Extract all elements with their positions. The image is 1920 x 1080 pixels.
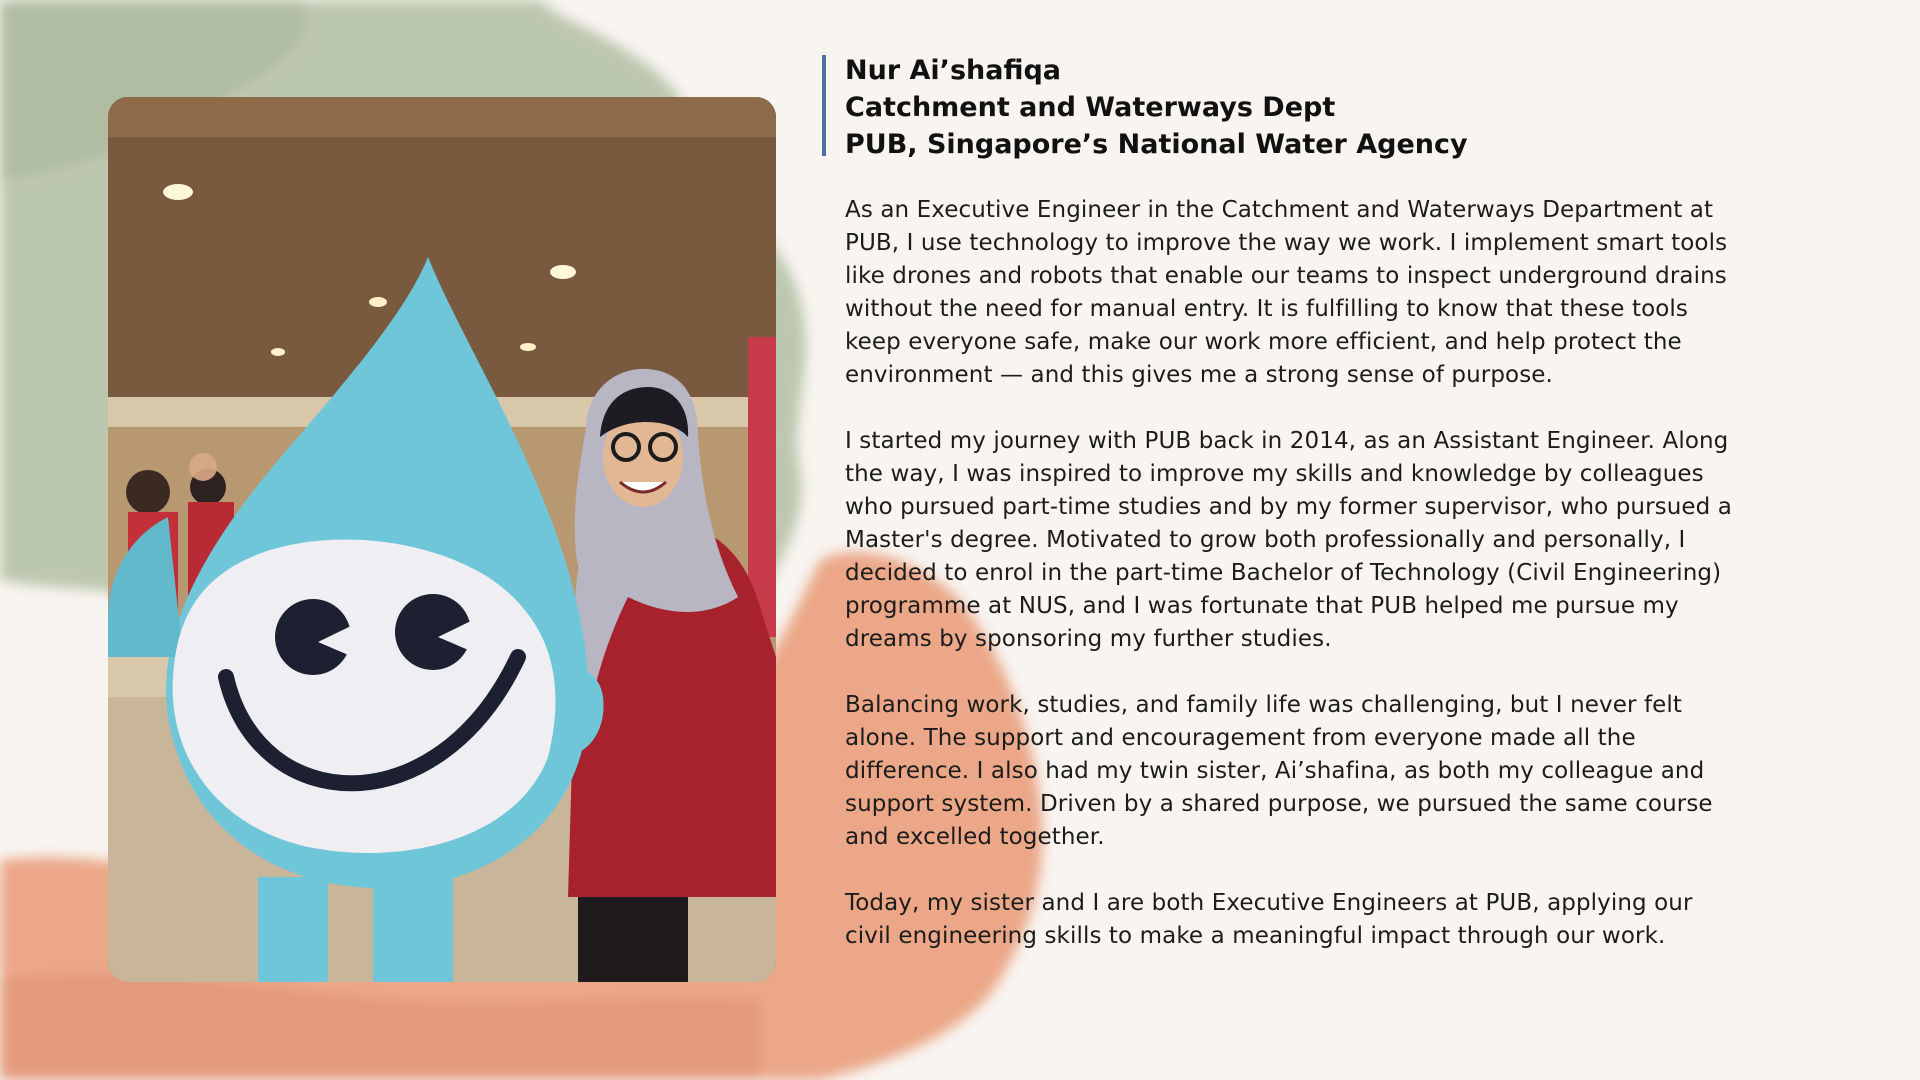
profile-name: Nur Ai’shafiqa: [845, 55, 1062, 86]
photo-illustration: [108, 97, 776, 982]
header-accent-bar: [822, 55, 826, 156]
bio-body: [845, 194, 1735, 953]
bio-paragraph: I started my journey with PUB back in 2014, as an Assistant Engineer. Along the way, I was inspired to improve my skills and knowledge by colleagues who pursued part-time studies and by my former supervisor, who pursued a Master's degree. Motivated to grow both professionally and personally, I decided to enrol in the part-time Bachelor of Technology (Civil Engineering) programme at NUS, and I was fortunate that PUB helped me pursue my dreams by sponsoring my further studies.: [845, 428, 1732, 652]
profile-header: [845, 52, 1745, 163]
profile-department: Catchment and Waterways Dept: [845, 92, 1336, 123]
bio-paragraph: Balancing work, studies, and family life was challenging, but I never felt alone. The support and encouragement from everyone made all the difference. I also had my twin sister, Ai’shafina, as both my colleague and support system. Driven by a shared purpose, we pursued the same course and excelled together.: [845, 692, 1713, 850]
bio-paragraph: As an Executive Engineer in the Catchment and Waterways Department at PUB, I use technology to improve the way we work. I implement smart tools like drones and robots that enable our teams to inspect underground drains without the need for manual entry. It is fulfilling to know that these tools keep everyone safe, make our work more efficient, and help protect the environment — and this gives me a strong sense of purpose.: [845, 197, 1728, 388]
profile-organization: PUB, Singapore’s National Water Agency: [845, 129, 1468, 160]
bio-paragraph: Today, my sister and I are both Executive Engineers at PUB, applying our civil engineering skills to make a meaningful impact through our work.: [845, 890, 1693, 949]
profile-photo: [108, 97, 776, 982]
profile-text: [845, 52, 1745, 986]
